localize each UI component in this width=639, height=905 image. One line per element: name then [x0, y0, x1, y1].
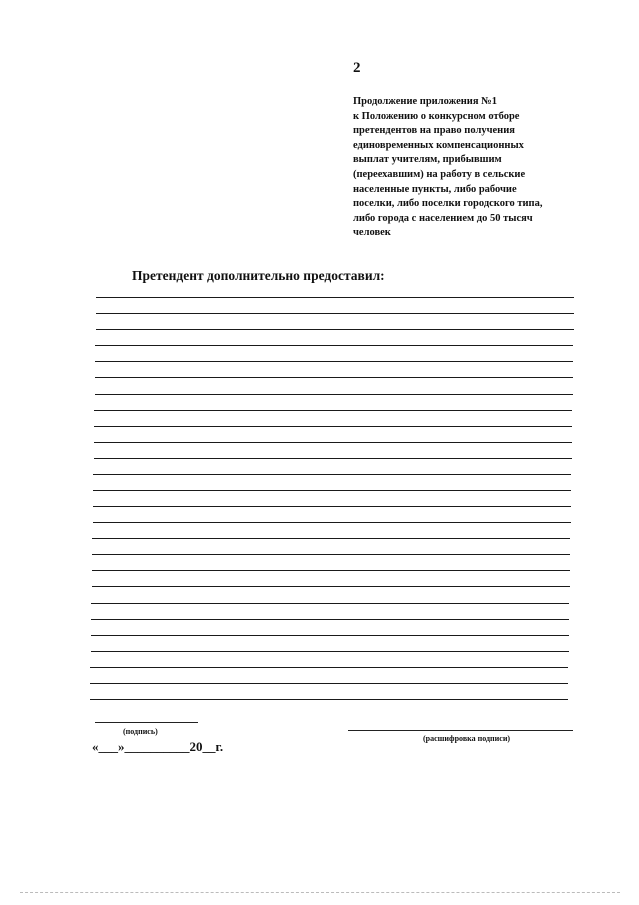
header-line: Продолжение приложения №1 — [353, 96, 497, 107]
page-footer-divider — [20, 892, 620, 893]
blank-line[interactable] — [96, 329, 574, 330]
blank-line[interactable] — [90, 699, 568, 700]
section-heading: Претендент дополнительно предоставил: — [132, 268, 385, 283]
blank-line[interactable] — [94, 458, 572, 459]
blank-line[interactable] — [93, 506, 571, 507]
blank-line[interactable] — [90, 683, 568, 684]
signature-label: (подпись) — [123, 727, 158, 736]
blank-line[interactable] — [92, 538, 570, 539]
header-line: единовременных компенсационных — [353, 139, 524, 151]
blank-line[interactable] — [91, 651, 569, 652]
blank-line[interactable] — [95, 394, 573, 395]
blank-line[interactable] — [92, 586, 570, 587]
header-line: поселки, либо поселки городского типа, — [353, 198, 543, 210]
header-line: к Положению о конкурсном отборе — [353, 110, 520, 122]
signature-decode-label: (расшифровка подписи) — [423, 734, 511, 743]
header-line: претендентов на право получения — [353, 125, 515, 137]
blank-line[interactable] — [94, 426, 572, 427]
page-number: 2 — [353, 60, 361, 76]
header-line: человек — [353, 227, 391, 239]
blank-line[interactable] — [93, 490, 571, 491]
blank-line[interactable] — [93, 522, 571, 523]
header-line: населенные пункты, либо рабочие — [353, 183, 517, 195]
blank-line[interactable] — [95, 345, 573, 346]
blank-line[interactable] — [92, 554, 570, 555]
blank-line[interactable] — [94, 410, 572, 411]
signature-decode-line[interactable] — [348, 730, 573, 731]
blank-line[interactable] — [94, 442, 572, 443]
date-line[interactable]: «___»__________20__г. — [92, 739, 224, 754]
signature-line[interactable] — [95, 722, 198, 723]
blank-line[interactable] — [90, 667, 568, 668]
blank-line[interactable] — [96, 297, 574, 298]
blank-line[interactable] — [95, 377, 573, 378]
header-line: либо города с населением до 50 тысяч — [353, 212, 533, 224]
blank-line[interactable] — [96, 313, 574, 314]
blank-line[interactable] — [91, 619, 569, 620]
blank-line[interactable] — [91, 603, 569, 604]
blank-line[interactable] — [95, 361, 573, 362]
header-line: (переехавшим) на работу в сельские — [353, 168, 526, 180]
header-line: выплат учителям, прибывшим — [353, 154, 502, 166]
blank-line[interactable] — [91, 635, 569, 636]
blank-line[interactable] — [92, 570, 570, 571]
blank-line[interactable] — [93, 474, 571, 475]
